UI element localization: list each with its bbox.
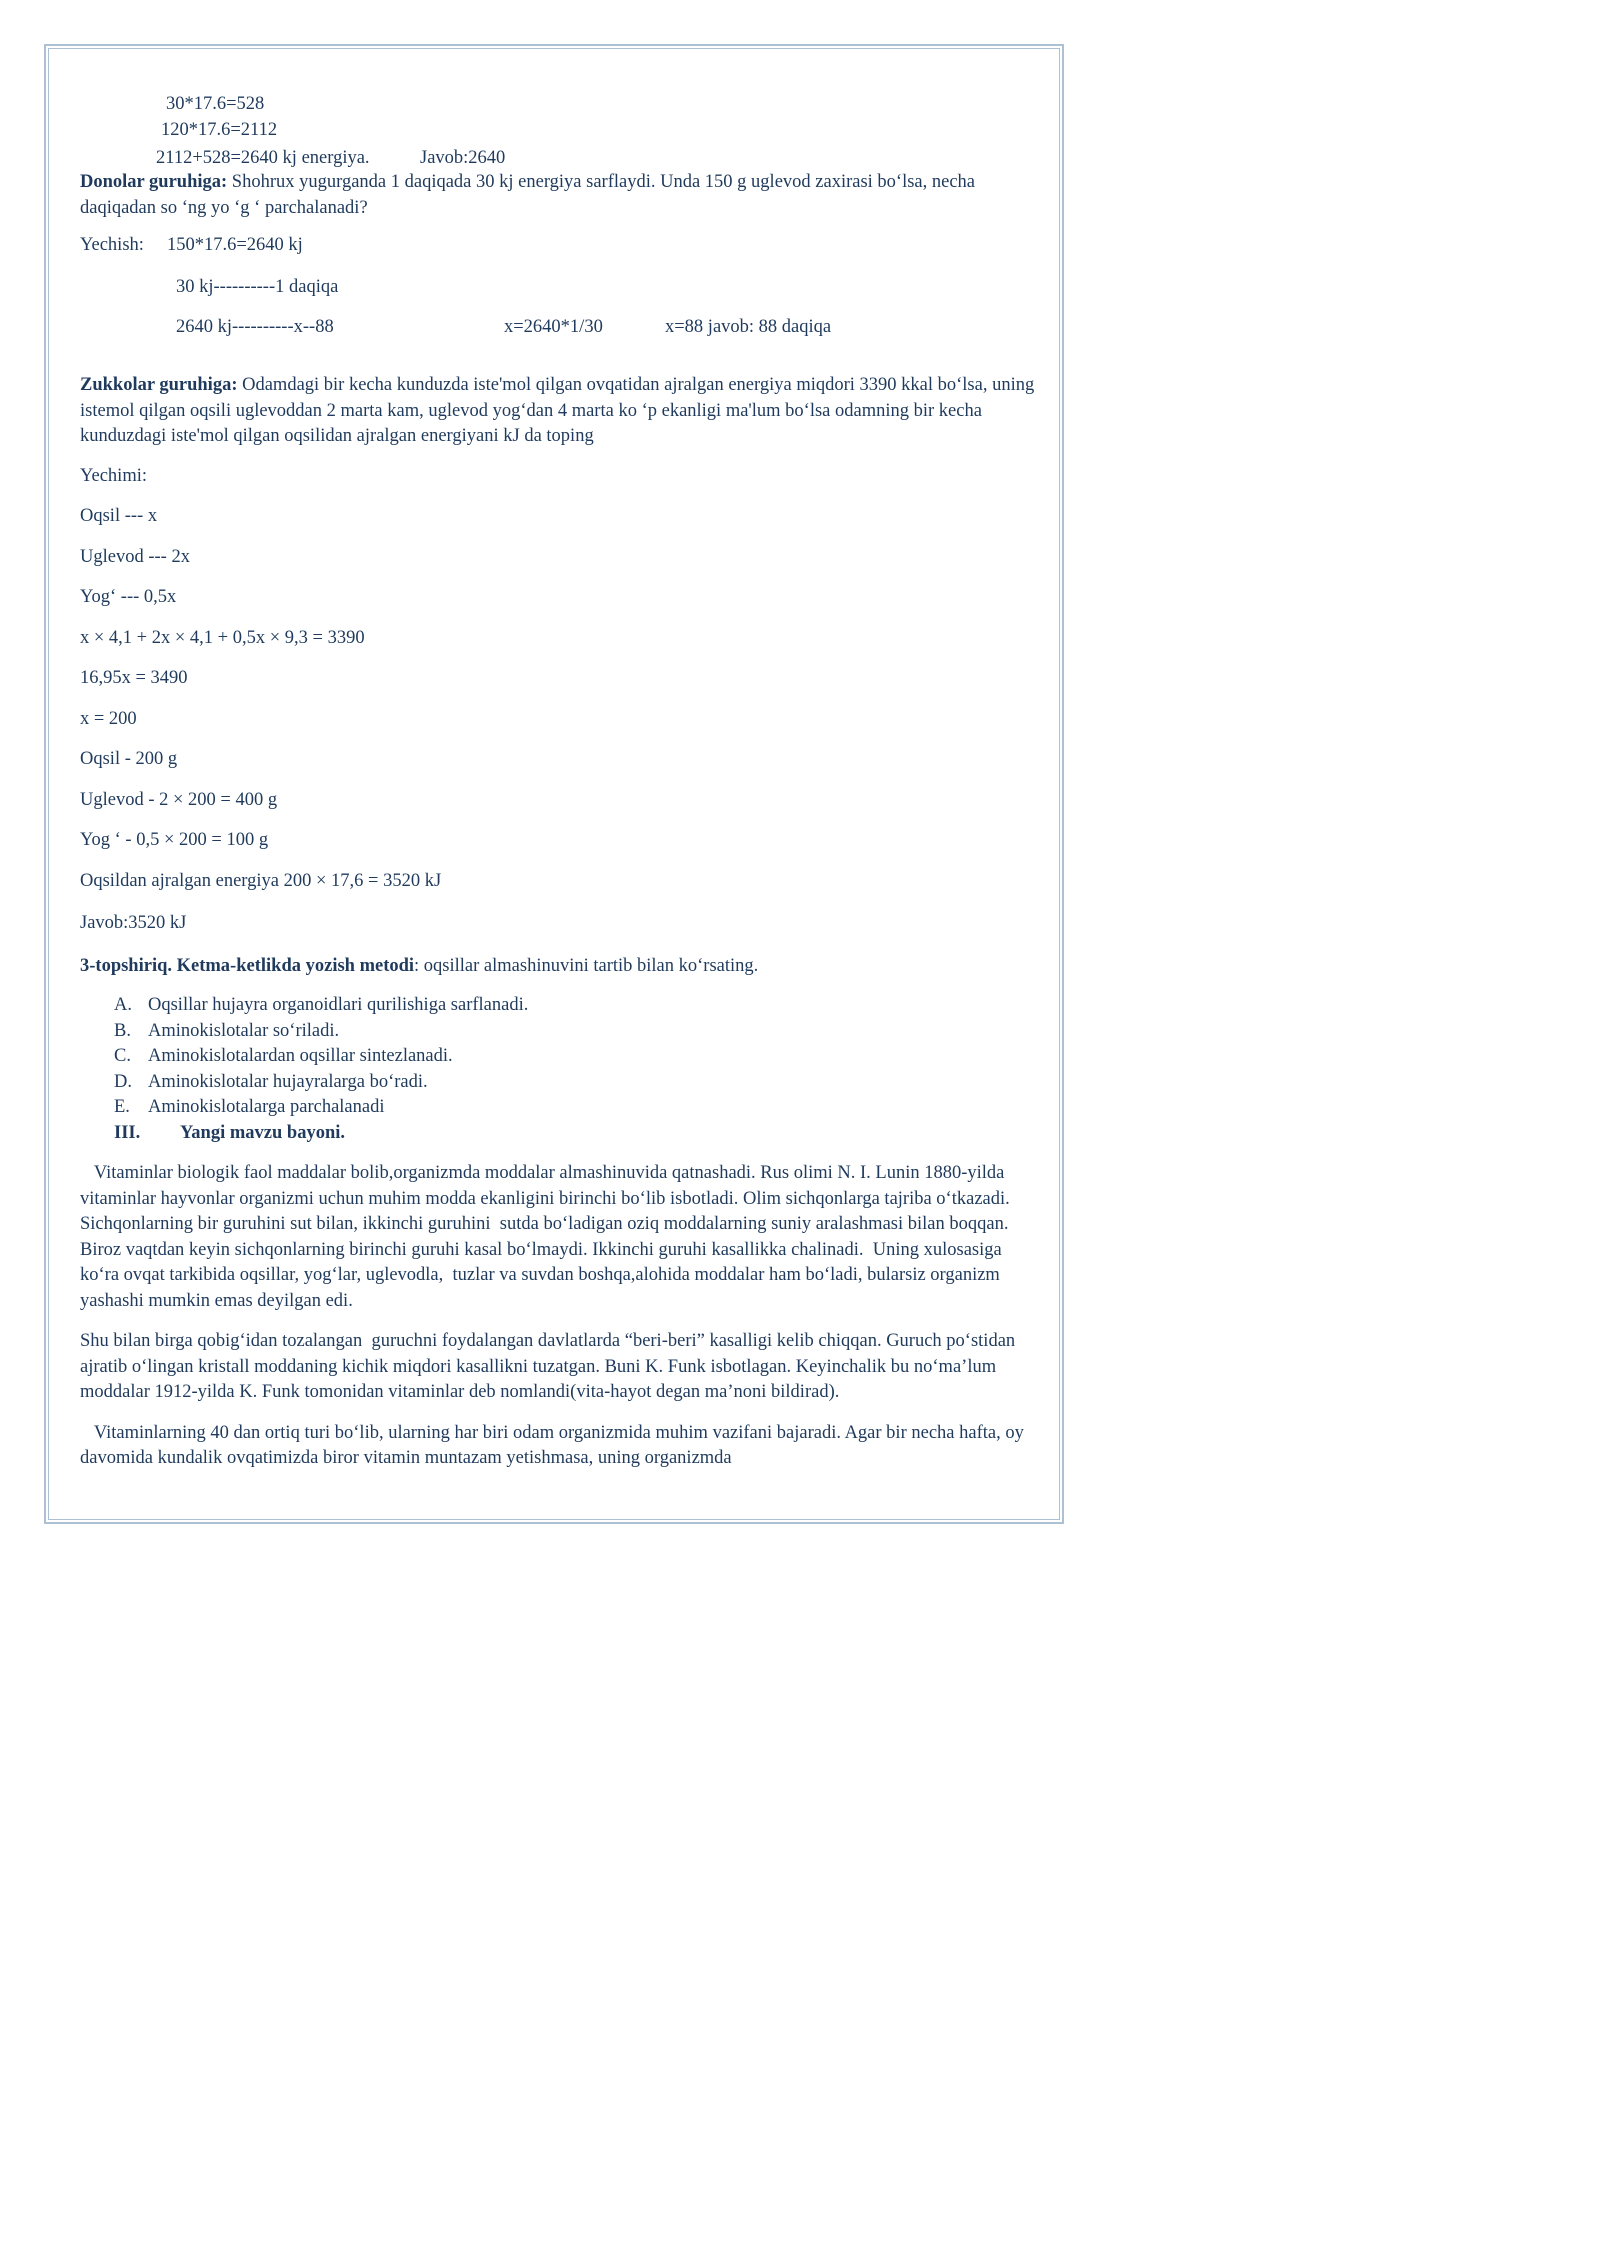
list-item-letter: C. [114,1046,131,1066]
list-item-text: Aminokislotalar hujayralarga bo‘radi. [148,1071,428,1092]
zukkolar-line: Uglevod --- 2x [80,546,190,567]
zukkolar-solution-label: Yechimi: [80,465,147,486]
list-item-text: Aminokislotalarga parchalanadi [148,1097,385,1117]
zukkolar-answer: Javob:3520 kJ [80,913,187,933]
paragraph: Vitaminlar biologik faol maddalar bolib,organizmda moddalar almashinuvida qatnashadi. Rus olimi N. I. Lunin 1880-yilda vitaminlar hayvonlar organizmi uchun muhim modda ekanligini birinchi bo‘lib isbotladi. Olim sichqonlarga tajriba o‘tkazadi. Sichqonlarning bir guruhini sut bilan, ikkinchi guruhini sutda bo‘ladigan oziq moddalarning suniy aralashmasi bilan boqqan. Biroz vaqtdan keyin sichqonlarning birinchi guruhi kasal bo‘lmaydi. Ikkinchi guruhi kasallikka chalinadi. Uning xulosasiga ko‘ra ovqat tarkibida oqsillar, yog‘lar, uglevodla, tuzlar va suvdan boshqa,alohida moddalar ham bo‘ladi, bularsiz organizm yashashi mumkin emas deyilgan edi. [80,1163,1015,1311]
calc-line-1: 30*17.6=528 [166,94,265,114]
donolar-solution [80,233,1040,361]
task3-title [80,954,1040,980]
list-item [80,1019,1040,1045]
zukkolar-line: Oqsil --- x [80,506,158,526]
zukkolar-line: 16,95x = 3490 [80,668,188,688]
list-item-text: Oqsillar hujayra organoidlari qurilishiga sarflanadi. [148,995,529,1015]
task3-heading: 3-topshiriq. Ketma-ketlikda yozish metodi [80,955,415,976]
list-item-letter: B. [114,1020,131,1041]
donolar-solution-line-3a: 2640 kj----------x--88 [176,317,334,337]
section-numeral: III. [114,1122,141,1143]
calc-answer: Javob:2640 [420,148,506,168]
calc-line-2: 120*17.6=2112 [161,120,278,140]
list-item [80,1070,1040,1096]
list-item-letter: E. [114,1097,130,1117]
task3-text: : oqsillar almashinuvini tartib bilan ko‘rsating. [414,955,759,976]
donolar-question [80,170,1040,221]
donolar-heading: Donolar guruhiga: [80,172,228,192]
donolar-solution-line-1: 150*17.6=2640 kj [167,235,303,255]
list-item-text: Aminokislotalardan oqsillar sintezlanadi. [148,1046,453,1066]
zukkolar-line: Oqsil - 200 g [80,749,178,769]
donolar-solution-line-3c: x=88 javob: 88 daqiqa [665,317,832,337]
list-item [80,1095,1040,1121]
donolar-question-text: Shohrux yugurganda 1 daqiqada 30 kj energiya sarflaydi. Unda 150 g uglevod zaxirasi bo‘lsa, necha daqiqadan so ‘ng yo ‘g ‘ parchalanadi? [80,172,976,218]
list-item [80,1044,1040,1070]
zukkolar-line: x × 4,1 + 2x × 4,1 + 0,5x × 9,3 = 3390 [80,627,365,648]
zukkolar-question [80,373,1040,450]
zukkolar-line: Yog‘ --- 0,5x [80,587,177,607]
donolar-solution-line-2: 30 kj----------1 daqiqa [176,277,339,297]
donolar-solution-line-3b: x=2640*1/30 [504,317,603,337]
zukkolar-line: Oqsildan ajralgan energiya 200 × 17,6 = 3520 kJ [80,870,442,891]
list-item-letter: A. [114,995,132,1015]
list-item [80,993,1040,1019]
task3-list [80,993,1040,1121]
section-heading [80,1121,1040,1147]
paragraph: Shu bilan birga qobig‘idan tozalangan guruchni foydalangan davlatlarda “beri-beri” kasalligi kelib chiqqan. Guruch po‘stidan ajratib o‘lingan kristall moddaning kichik miqdori kasallikni tuzatgan. Buni K. Funk isbotlagan. Keyinchalik bu no‘ma’lum moddalar 1912-yilda K. Funk tomonidan vitaminlar deb nomlandi(vita-hayot degan ma’noni bildirad). [80,1331,1020,1402]
zukkolar-line: Uglevod - 2 × 200 = 400 g [80,789,278,810]
paragraph: Vitaminlarning 40 dan ortiq turi bo‘lib, ularning har biri odam organizmida muhim vazifani bajaradi. Agar bir necha hafta, oy davomida kundalik ovqatimizda biror vitamin muntazam yetishmasa, uning organizmda [80,1422,1029,1468]
zukkolar-heading: Zukkolar guruhiga: [80,375,238,395]
calc-line-3: 2112+528=2640 kj energiya. [156,148,370,168]
calc-top [80,88,1040,170]
section-title: Yangi mavzu bayoni. [180,1122,345,1143]
list-item-letter: D. [114,1071,132,1092]
document-body [80,88,1040,1472]
zukkolar-question-text: Odamdagi bir kecha kunduzda iste'mol qilgan ovqatidan ajralgan energiya miqdori 3390 kkal bo‘lsa, uning istemol qilgan oqsili uglevoddan 2 marta kam, uglevod yog‘dan 4 marta ko ‘p ekanligi ma'lum bo‘lsa odamning bir kecha kunduzdagi iste'mol qilgan oqsilidan ajralgan energiyani kJ da toping [80,375,1035,446]
zukkolar-line: x = 200 [80,708,137,729]
list-item-text: Aminokislotalar so‘riladi. [148,1020,340,1041]
zukkolar-line: Yog ‘ - 0,5 × 200 = 100 g [80,830,269,850]
donolar-solution-label: Yechish: [80,235,144,255]
